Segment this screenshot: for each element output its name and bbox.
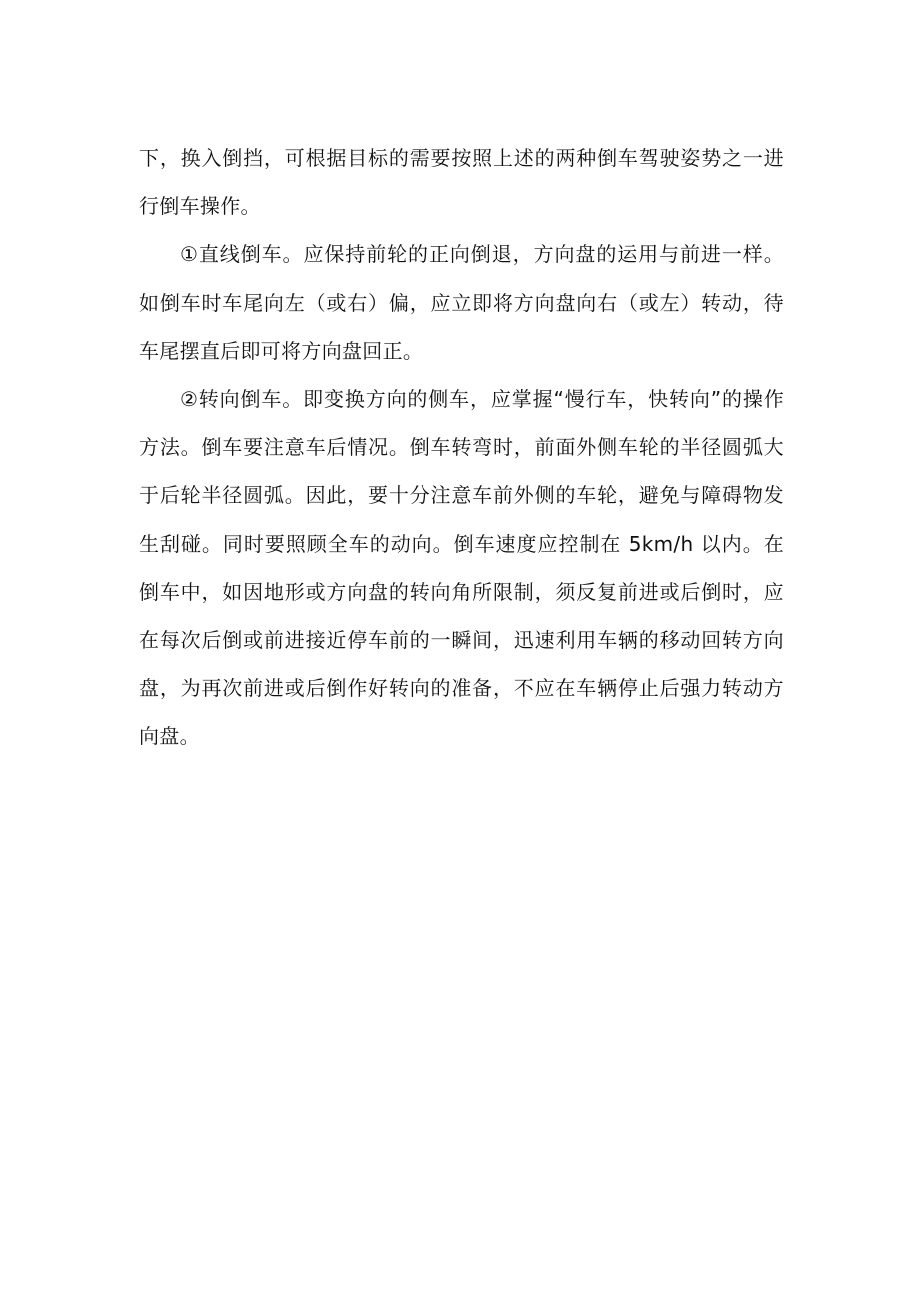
paragraph-continuation: 下，换入倒挡，可根据目标的需要按照上述的两种倒车驾驶姿势之一进行倒车操作。 bbox=[139, 146, 784, 219]
paragraph-turning-reversing: ②转向倒车。即变换方向的侧车，应掌握“慢行车，快转向”的操作方法。倒车要注意车后情况。倒车转弯时，前面外侧车轮的半径圆弧大于后轮半径圆弧。因此，要十分注意车前外侧的车轮，避免与障碍物发生刮碰。同时要照顾全车的动向。倒车速度应控制在 5km/h 以内。在倒车中，如因地形或方向盘的转向角所限制，须反复前进或后倒时，应在每次后倒或前进接近停车前的一瞬间，迅速利用车辆的移动回转方向盘，为再次前进或后倒作好转向的准备，不应在车辆停止后强力转动方向盘。 bbox=[139, 387, 784, 749]
document-body bbox=[139, 134, 784, 761]
paragraph-straight-reversing: ①直线倒车。应保持前轮的正向倒退，方向盘的运用与前进一样。如倒车时车尾向左（或右）偏，应立即将方向盘向右（或左）转动，待车尾摆直后即可将方向盘回正。 bbox=[139, 242, 784, 363]
